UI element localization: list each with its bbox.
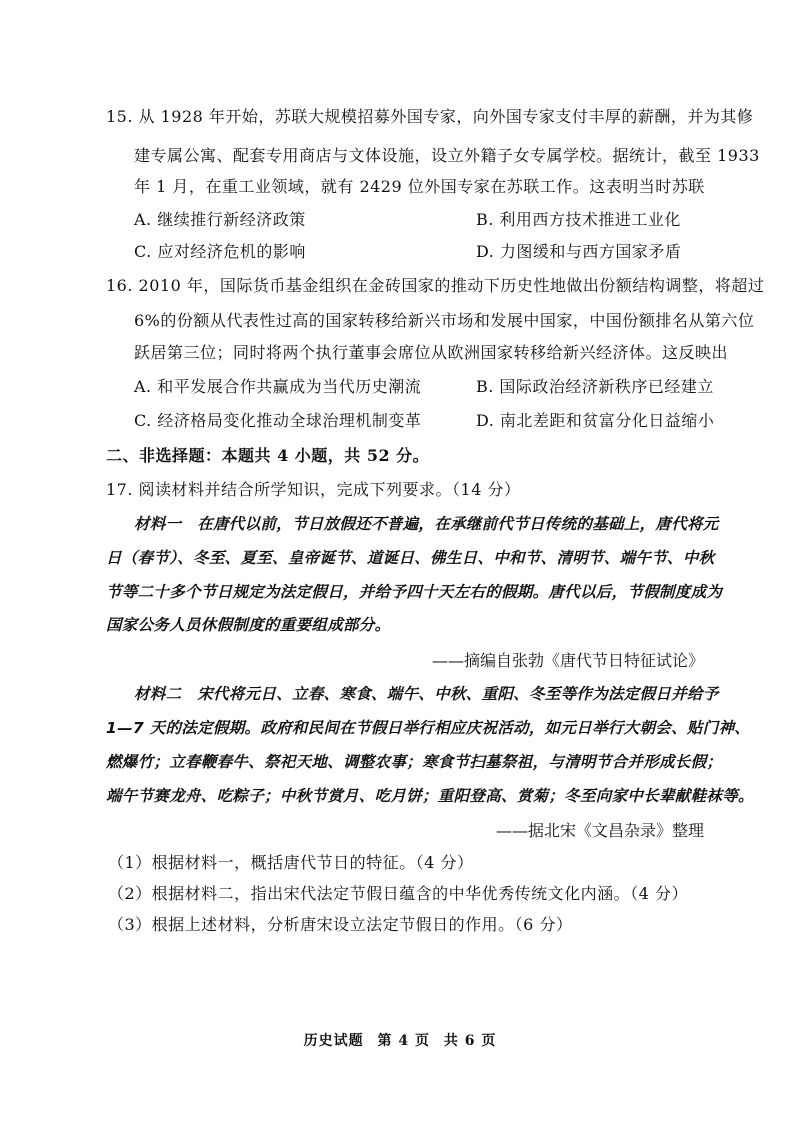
page-footer	[0, 1030, 800, 1050]
q17-question-3: （3）根据上述材料，分析唐宋设立法定节假日的作用。（6 分）	[108, 915, 573, 934]
q16-line-3: 跃居第三位；同时将两个执行董事会席位从欧洲国家转移给新兴经济体。这反映出	[134, 343, 729, 362]
material1-source: ——摘编自张勃《唐代节日特征试论》	[431, 651, 704, 670]
material2-line-1: 材料二 宋代将元日、立春、寒食、端午、中秋、重阳、冬至等作为法定假日并给予	[134, 685, 719, 703]
q16-option-d: D. 南北差距和贫富分化日益缩小	[476, 411, 715, 430]
material2-source: ——据北宋《文昌杂录》整理	[495, 821, 704, 840]
material2-line-4: 端午节赛龙舟、吃粽子；中秋节赏月、吃月饼；重阳登高、赏菊；冬至向家中长辈献鞋袜等。	[106, 787, 754, 805]
q17-question-2: （2）根据材料二，指出宋代法定节假日蕴含的中华优秀传统文化内涵。（4 分）	[108, 884, 688, 903]
q15-line-3: 年 1 月，在重工业领域，就有 2429 位外国专家在苏联工作。这表明当时苏联	[134, 177, 705, 196]
q16-line-1: 16. 2010 年，国际货币基金组织在金砖国家的推动下历史性地做出份额结构调整，将超过	[106, 276, 765, 295]
q17-intro: 17. 阅读材料并结合所学知识，完成下列要求。（14 分）	[106, 480, 521, 499]
footer-page-number: 第 4 页	[377, 1033, 430, 1049]
material2-line-3: 燃爆竹；立春鞭春牛、祭祀天地、调整农事；寒食节扫墓祭祖，与清明节合并形成长假；	[106, 753, 723, 771]
q16-option-c: C. 经济格局变化推动全球治理机制变革	[134, 411, 422, 430]
q16-option-a: A. 和平发展合作共赢成为当代历史潮流	[134, 377, 422, 396]
q17-question-1: （1）根据材料一，概括唐代节日的特征。（4 分）	[108, 853, 474, 872]
q15-option-a: A. 继续推行新经济政策	[134, 210, 306, 229]
footer-subject: 历史试题	[303, 1033, 364, 1049]
q15-option-c: C. 应对经济危机的影响	[134, 242, 306, 261]
q16-option-b: B. 国际政治经济新秩序已经建立	[476, 377, 714, 396]
material1-line-4: 国家公务人员休假制度的重要组成部分。	[106, 616, 391, 634]
q15-option-d: D. 力图缓和与西方国家矛盾	[476, 242, 682, 261]
q15-line-1: 15. 从 1928 年开始，苏联大规模招募外国专家，向外国专家支付丰厚的薪酬，并为其修	[106, 107, 754, 126]
q15-option-b: B. 利用西方技术推进工业化	[476, 210, 681, 229]
material1-line-3: 节等二十多个节日规定为法定假日，并给予四十天左右的假期。唐代以后，节假制度成为	[106, 583, 723, 601]
q16-line-2: 6%的份额从代表性过高的国家转移给新兴市场和发展中国家，中国份额排名从第六位	[134, 311, 755, 330]
material2-line-2: 1—7 天的法定假期。政府和民间在节假日举行相应庆祝活动，如元日举行大朝会、贴门神、	[106, 719, 751, 737]
footer-total-pages: 共 6 页	[443, 1033, 497, 1049]
q15-line-2: 建专属公寓、配套专用商店与文体设施，设立外籍子女专属学校。据统计，截至 1933	[134, 146, 760, 165]
material1-line-2: 日（春节）、冬至、夏至、皇帝诞节、道诞日、佛生日、中和节、清明节、端午节、中秋	[106, 549, 715, 567]
material1-line-1: 材料一 在唐代以前，节日放假还不普遍，在承继前代节日传统的基础上，唐代将元	[134, 515, 719, 533]
section-2-heading: 二、非选择题：本题共 4 小题，共 52 分。	[106, 446, 430, 465]
